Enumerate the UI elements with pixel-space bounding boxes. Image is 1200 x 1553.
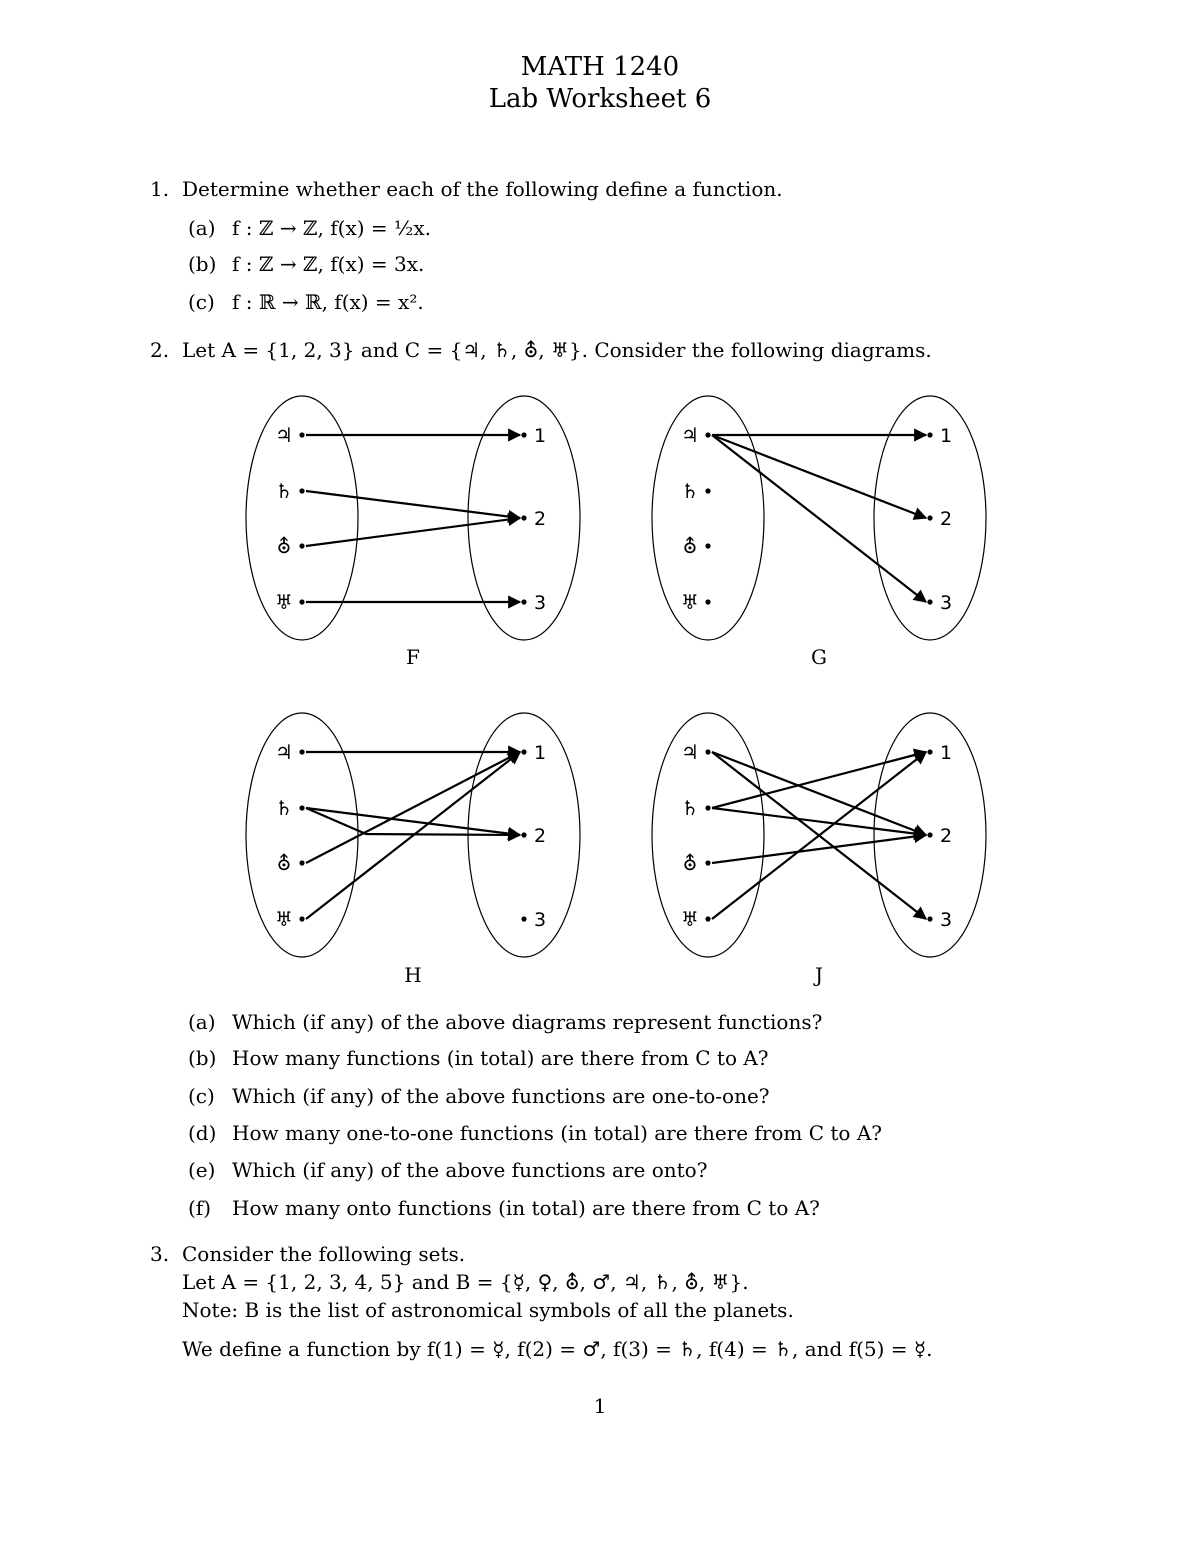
diagram-g-domain-point xyxy=(705,432,710,437)
diagram-j-domain-symbol: ♅ xyxy=(681,907,699,931)
q3-line-3: Note: B is the list of astronomical symbols of all the planets. xyxy=(182,1298,794,1322)
diagram-g-domain-point xyxy=(705,599,710,604)
diagram-g-domain-symbol: ♃ xyxy=(681,423,699,447)
q1-part-c-text: f : ℝ → ℝ, f(x) = x². xyxy=(232,290,424,314)
page-number: 1 xyxy=(593,1394,607,1418)
diagram-g-domain-point xyxy=(705,488,710,493)
q2-part-a-text: Which (if any) of the above diagrams represent functions? xyxy=(232,1010,823,1034)
diagram-h-domain-symbol: ♅ xyxy=(275,907,293,931)
diagram-g-domain-symbol: ⛢ xyxy=(682,534,698,558)
diagram-j-codomain-point xyxy=(927,916,932,921)
diagram-h-label: H xyxy=(404,963,422,987)
diagram-j-domain-symbol: ⛢ xyxy=(682,851,698,875)
diagram-g-arrow xyxy=(712,435,926,518)
diagram-h-codomain-point xyxy=(521,916,526,921)
diagram-j-domain-point xyxy=(705,916,710,921)
diagram-g-label: G xyxy=(811,645,827,669)
q1-part-b-label: (b) xyxy=(188,252,217,276)
diagram-h-arrow xyxy=(306,752,520,863)
q1-part-a-label: (a) xyxy=(188,216,216,240)
q2-prompt: Let A = {1, 2, 3} and C = {♃, ♄, ⛢, ♅}. Consider the following diagrams. xyxy=(182,338,932,362)
q1-prompt: Determine whether each of the following define a function. xyxy=(182,177,783,201)
diagram-j-codomain-label: 1 xyxy=(939,742,953,764)
diagram-g-codomain-point xyxy=(927,515,932,520)
q2-part-e-label: (e) xyxy=(188,1158,216,1182)
diagram-f-domain-symbol: ♅ xyxy=(275,590,293,614)
diagram-j-label: J xyxy=(814,963,824,987)
diagram-f-arrow xyxy=(306,518,520,546)
q2-part-c-label: (c) xyxy=(188,1084,215,1108)
diagram-f-domain-symbol: ♃ xyxy=(275,423,293,447)
diagram-h-domain-point xyxy=(299,916,304,921)
diagram-h-domain-point xyxy=(299,860,304,865)
q2-part-e-text: Which (if any) of the above functions are onto? xyxy=(232,1158,708,1182)
q2-part-f-text: How many onto functions (in total) are there from C to A? xyxy=(232,1196,820,1220)
diagram-j-codomain-label: 2 xyxy=(939,825,953,847)
diagram-f-codomain-label: 3 xyxy=(533,592,547,614)
q2-part-d-label: (d) xyxy=(188,1121,217,1145)
diagram-j xyxy=(646,707,996,967)
diagram-j-domain-point xyxy=(705,805,710,810)
q3-line-4: We define a function by f(1) = ☿, f(2) = ♂, f(3) = ♄, f(4) = ♄, and f(5) = ☿. xyxy=(182,1337,933,1361)
q1-part-b-text: f : ℤ → ℤ, f(x) = 3x. xyxy=(232,252,425,276)
q3-line-1: Consider the following sets. xyxy=(182,1242,466,1266)
diagram-f-domain-point xyxy=(299,599,304,604)
diagram-g-domain-point xyxy=(705,543,710,548)
q2-number: 2. xyxy=(150,338,170,362)
diagram-g-codomain-point xyxy=(927,599,932,604)
q2-part-c-text: Which (if any) of the above functions are one-to-one? xyxy=(232,1084,770,1108)
diagram-g-domain-symbol: ♅ xyxy=(681,590,699,614)
q2-part-a-label: (a) xyxy=(188,1010,216,1034)
diagram-h-codomain-label: 1 xyxy=(533,742,547,764)
diagram-f-codomain-point xyxy=(521,599,526,604)
diagram-j-domain-symbol: ♄ xyxy=(681,796,699,820)
diagram-f-codomain-point xyxy=(521,432,526,437)
diagram-f-domain-point xyxy=(299,432,304,437)
diagram-h-codomain-label: 3 xyxy=(533,909,547,931)
diagram-g-arrow xyxy=(712,435,926,602)
diagram-f-domain-symbol: ♄ xyxy=(275,479,293,503)
worksheet-subtitle: Lab Worksheet 6 xyxy=(488,84,712,114)
diagram-f-codomain-label: 1 xyxy=(533,425,547,447)
q3-number: 3. xyxy=(150,1242,170,1266)
q1-part-c-label: (c) xyxy=(188,290,215,314)
diagram-f-arrow xyxy=(306,491,520,518)
diagram-g-codomain-label: 3 xyxy=(939,592,953,614)
q2-part-d-text: How many one-to-one functions (in total) are there from C to A? xyxy=(232,1121,882,1145)
q1-number: 1. xyxy=(150,177,170,201)
diagram-f xyxy=(240,390,590,650)
q3-line-2: Let A = {1, 2, 3, 4, 5} and B = {☿, ♀, ⛢, ♂, ♃, ♄, ⛢, ♅}. xyxy=(182,1270,749,1294)
q1-part-a-text: f : ℤ → ℤ, f(x) = ½x. xyxy=(232,216,432,240)
diagram-g-codomain-label: 2 xyxy=(939,508,953,530)
diagram-h-domain-symbol: ⛢ xyxy=(276,851,292,875)
diagram-j-domain-symbol: ♃ xyxy=(681,740,699,764)
diagram-f-domain-point xyxy=(299,543,304,548)
diagram-j-arrow xyxy=(712,835,926,863)
diagram-h-domain-point xyxy=(299,749,304,754)
diagram-h-domain-symbol: ♃ xyxy=(275,740,293,764)
diagram-g xyxy=(646,390,996,650)
diagram-g-codomain-point xyxy=(927,432,932,437)
q2-part-b-label: (b) xyxy=(188,1046,217,1070)
diagram-j-codomain-point xyxy=(927,749,932,754)
diagram-h-domain-symbol: ♄ xyxy=(275,796,293,820)
diagram-h-codomain-point xyxy=(521,832,526,837)
q2-part-f-label: (f) xyxy=(188,1196,212,1220)
diagram-g-domain-symbol: ♄ xyxy=(681,479,699,503)
diagram-h-codomain-label: 2 xyxy=(533,825,547,847)
course-title: MATH 1240 xyxy=(520,52,680,82)
diagram-j-codomain-label: 3 xyxy=(939,909,953,931)
diagram-j-domain-point xyxy=(705,860,710,865)
diagram-h-codomain-point xyxy=(521,749,526,754)
diagram-f-codomain-point xyxy=(521,515,526,520)
diagram-f-domain-point xyxy=(299,488,304,493)
diagram-f-label: F xyxy=(406,645,420,669)
diagram-f-domain-symbol: ⛢ xyxy=(276,534,292,558)
diagram-g-codomain-label: 1 xyxy=(939,425,953,447)
diagram-j-domain-point xyxy=(705,749,710,754)
diagram-h xyxy=(240,707,590,967)
diagram-j-arrow xyxy=(712,752,926,808)
diagram-j-codomain-point xyxy=(927,832,932,837)
diagram-h-domain-point xyxy=(299,805,304,810)
diagram-f-codomain-label: 2 xyxy=(533,508,547,530)
q2-part-b-text: How many functions (in total) are there from C to A? xyxy=(232,1046,769,1070)
